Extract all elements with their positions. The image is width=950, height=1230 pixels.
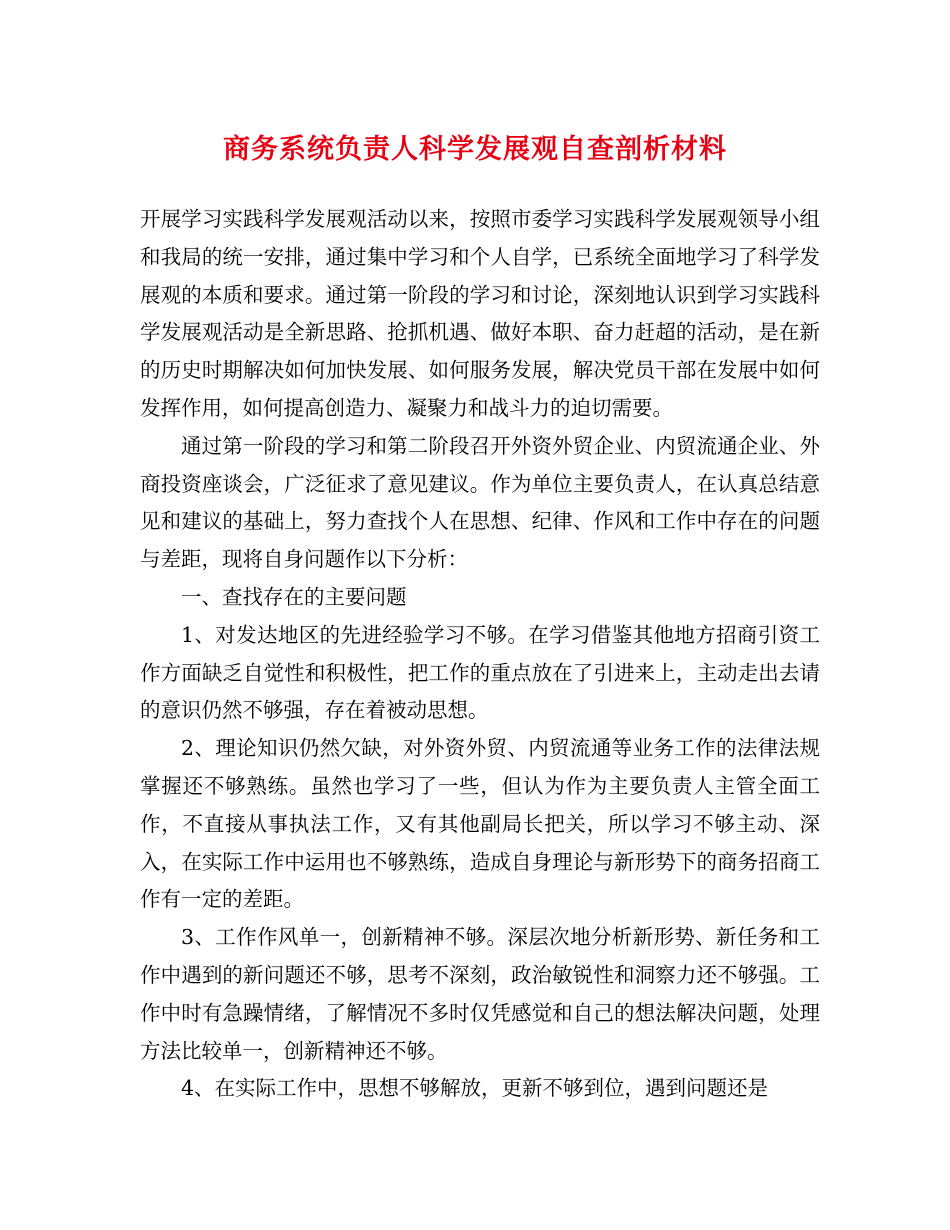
paragraph-intro: 开展学习实践科学发展观活动以来，按照市委学习实践科学发展观领导小组和我局的统一安排，通过集中学习和个人自学，已系统全面地学习了科学发展观的本质和要求。通过第一阶段的学习和讨论，深刻地认识到学习实践科学发展观活动是全新思路、抢抓机遇、做好本职、奋力赶超的活动，是在新的历史时期解决如何加快发展、如何服务发展，解决党员干部在发展中如何发挥作用，如何提高创造力、凝聚力和战斗力的迫切需要。 [140,207,820,420]
paragraph-problem-1: 1、对发达地区的先进经验学习不够。在学习借鉴其他地方招商引资工作方面缺乏自觉性和积极性，把工作的重点放在了引进来上，主动走出去请的意识仍然不够强，存在着被动思想。 [140,622,820,723]
paragraph-problem-2: 2、理论知识仍然欠缺，对外资外贸、内贸流通等业务工作的法律法规掌握还不够熟练。虽然也学习了一些，但认为作为主要负责人主管全面工作，不直接从事执法工作，又有其他副局长把关，所以学习不够主动、深入，在实际工作中运用也不够熟练，造成自身理论与新形势下的商务招商工作有一定的差距。 [140,736,820,912]
document-title: 商务系统负责人科学发展观自查剖析材料 [223,134,727,165]
paragraph-problem-4: 4、在实际工作中，思想不够解放，更新不够到位，遇到问题还是 [181,1076,769,1101]
document-body [140,201,820,1108]
paragraph-feedback: 通过第一阶段的学习和第二阶段召开外资外贸企业、内贸流通企业、外商投资座谈会，广泛征求了意见建议。作为单位主要负责人，在认真总结意见和建议的基础上，努力查找个人在思想、纪律、作风和工作中存在的问题与差距，现将自身问题作以下分析： [140,433,820,572]
section-heading-main-problems: 一、查找存在的主要问题 [181,584,407,609]
paragraph-problem-3: 3、工作作风单一，创新精神不够。深层次地分析新形势、新任务和工作中遇到的新问题还不够，思考不深刻，政治敏锐性和洞察力还不够强。工作中时有急躁情绪，了解情况不多时仅凭感觉和自己的想法解决问题，处理方法比较单一，创新精神还不够。 [140,925,820,1063]
